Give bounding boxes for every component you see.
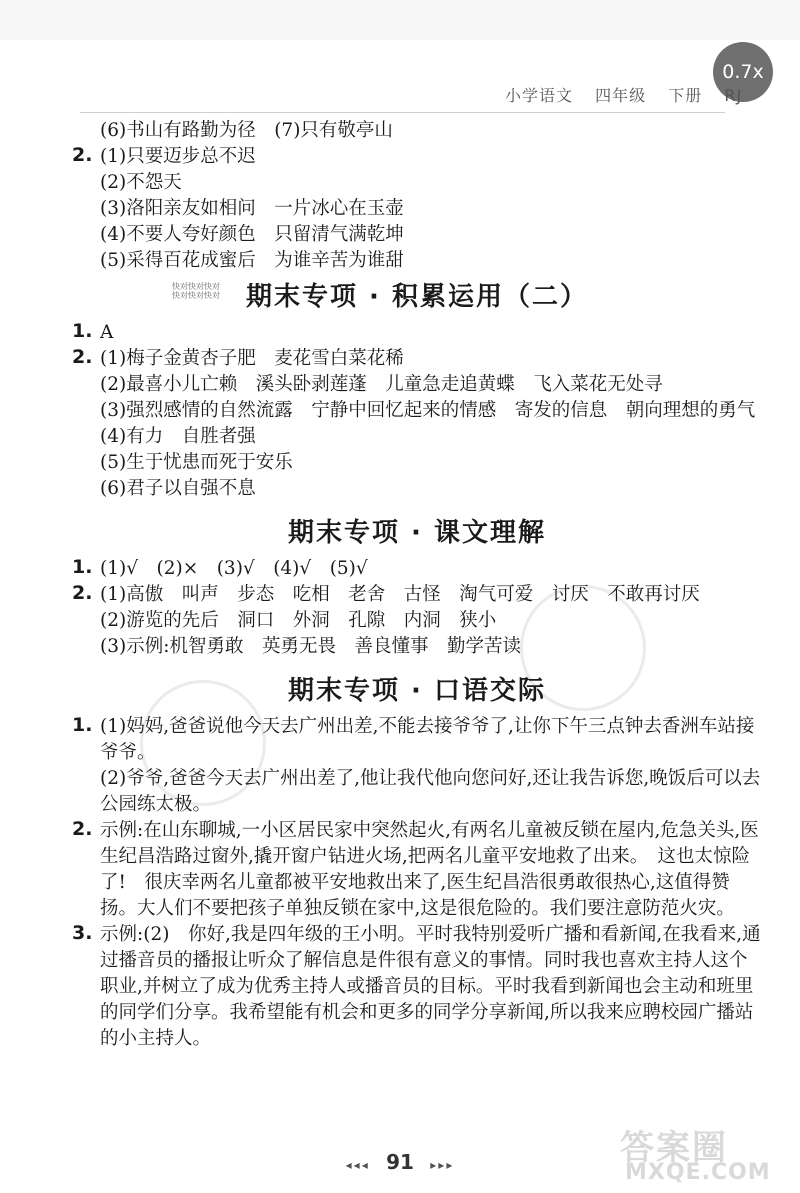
- answer-line: (5)生于忧患而死于安乐: [100, 452, 293, 473]
- right-arrows-icon: ▸▸▸: [430, 1158, 455, 1172]
- question-1-block: [72, 714, 762, 818]
- answer-line: (4)不要人夸好颜色 只留清气满乾坤: [100, 224, 404, 245]
- answer-line: (3)强烈感情的自然流露 宁静中回忆起来的情感 寄发的信息 朝向理想的勇气: [100, 400, 756, 421]
- watermark-logo: 答案圈: [620, 1128, 728, 1168]
- answer-line: (2)最喜小儿亡赖 溪头卧剥莲蓬 儿童急走追黄蝶 飞入菜花无处寻: [100, 374, 663, 395]
- question-2-block: [72, 818, 762, 922]
- answer-line: (5)采得百花成蜜后 为谁辛苦为谁甜: [100, 250, 404, 271]
- zoom-level-badge[interactable]: 0.7x: [713, 42, 773, 102]
- section-title: [72, 274, 762, 320]
- grade-label: 四年级: [595, 86, 647, 105]
- question-number: 2.: [72, 582, 93, 604]
- answer-line: (6)书山有路勤为径 (7)只有敬亭山: [100, 120, 393, 141]
- header-divider: [80, 112, 725, 113]
- question-number: 2.: [72, 346, 93, 368]
- answer-line: (2)爷爷,爸爸今天去广州出差了,他让我代他向您问好,还让我告诉您,晚饭后可以去公园练太极。: [100, 768, 761, 815]
- watermark-url: MXQE.COM: [625, 1160, 771, 1185]
- top-bar: [0, 0, 800, 40]
- answer-line: (3)洛阳亲友如相问 一片冰心在玉壶: [100, 198, 404, 219]
- answer-line: (2)不怨天: [100, 172, 182, 193]
- answer-line: (3)示例:机智勇敢 英勇无畏 善良懂事 勤学苦读: [100, 636, 521, 657]
- question-number: 1.: [72, 556, 93, 578]
- section-title-text: 期末专项 · 口语交际: [288, 676, 546, 706]
- section-title-text: 期末专项 · 积累运用（二）: [246, 282, 588, 312]
- term-label: 下册: [668, 86, 703, 105]
- section-title-text: 期末专项 · 课文理解: [288, 518, 546, 548]
- answer-line: (1)妈妈,爸爸说他今天去广州出差,不能去接爷爷了,让你下午三点钟去香洲车站接爷爷。: [100, 716, 755, 763]
- question-number: 3.: [72, 922, 93, 944]
- book-header: [505, 83, 758, 106]
- answer-line: (1)只要迈步总不迟: [100, 146, 256, 167]
- page-number: 91: [386, 1150, 414, 1174]
- question-3-block: [72, 922, 762, 1052]
- answer-content: [72, 118, 762, 1052]
- question-number: 1.: [72, 714, 93, 736]
- question-2-block: [72, 346, 762, 502]
- question-number: 2.: [72, 818, 93, 840]
- question-number: 1.: [72, 320, 93, 342]
- answer-line: (2)游览的先后 洞口 外洞 孔隙 内洞 狭小: [100, 610, 497, 631]
- answer-line: (1)√ (2)× (3)√ (4)√ (5)√: [100, 558, 368, 579]
- answer-line: (6)君子以自强不息: [100, 478, 256, 499]
- subject-label: 小学语文: [505, 86, 574, 105]
- small-side-label-line: 快对快对快对: [172, 291, 220, 300]
- small-side-label: [172, 282, 220, 300]
- answer-line: (1)高傲 叫声 步态 吃相 老舍 古怪 淘气可爱 讨厌 不敢再讨厌: [100, 584, 700, 605]
- answer-line: (1)梅子金黄杏子肥 麦花雪白菜花稀: [100, 348, 404, 369]
- left-arrows-icon: ◂◂◂: [345, 1158, 370, 1172]
- section-title: [72, 668, 762, 714]
- question-2-block: [72, 582, 762, 660]
- answer-paragraph: 示例:(2) 你好,我是四年级的王小明。平时我特别爱听广播和看新闻,在我看来,通过播音员的播报让听众了解信息是件很有意义的事情。同时我也喜欢主持人这个职业,并树立了成为优秀主持人或播音员的目标。平时我看到新闻也会主动和班里的同学们分享。我希望能有机会和更多的同学分享新闻,所以我来应聘校园广播站的小主持人。: [100, 924, 761, 1049]
- answer-line: (4)有力 自胜者强: [100, 426, 256, 447]
- question-1-block: [72, 320, 762, 346]
- question-1-block: [72, 556, 762, 582]
- small-side-label-line: 快对快对快对: [172, 282, 220, 291]
- edition-label: RJ: [724, 86, 743, 105]
- question-number: 2.: [72, 144, 93, 166]
- question-2-block: [72, 144, 762, 274]
- answer-line: A: [100, 322, 114, 343]
- answer-paragraph: 示例:在山东聊城,一小区居民家中突然起火,有两名儿童被反锁在屋内,危急关头,医生纪昌浩路过窗外,撬开窗户钻进火场,把两名儿童平安地救了出来。 这也太惊险了! 很庆幸两名儿童都被平安地救出来了,医生纪昌浩很勇敢很热心,这值得赞扬。大人们不要把孩子单独反锁在家中,这是很危险的。我们要注意防范火灾。: [100, 820, 759, 919]
- section-title: [72, 510, 762, 556]
